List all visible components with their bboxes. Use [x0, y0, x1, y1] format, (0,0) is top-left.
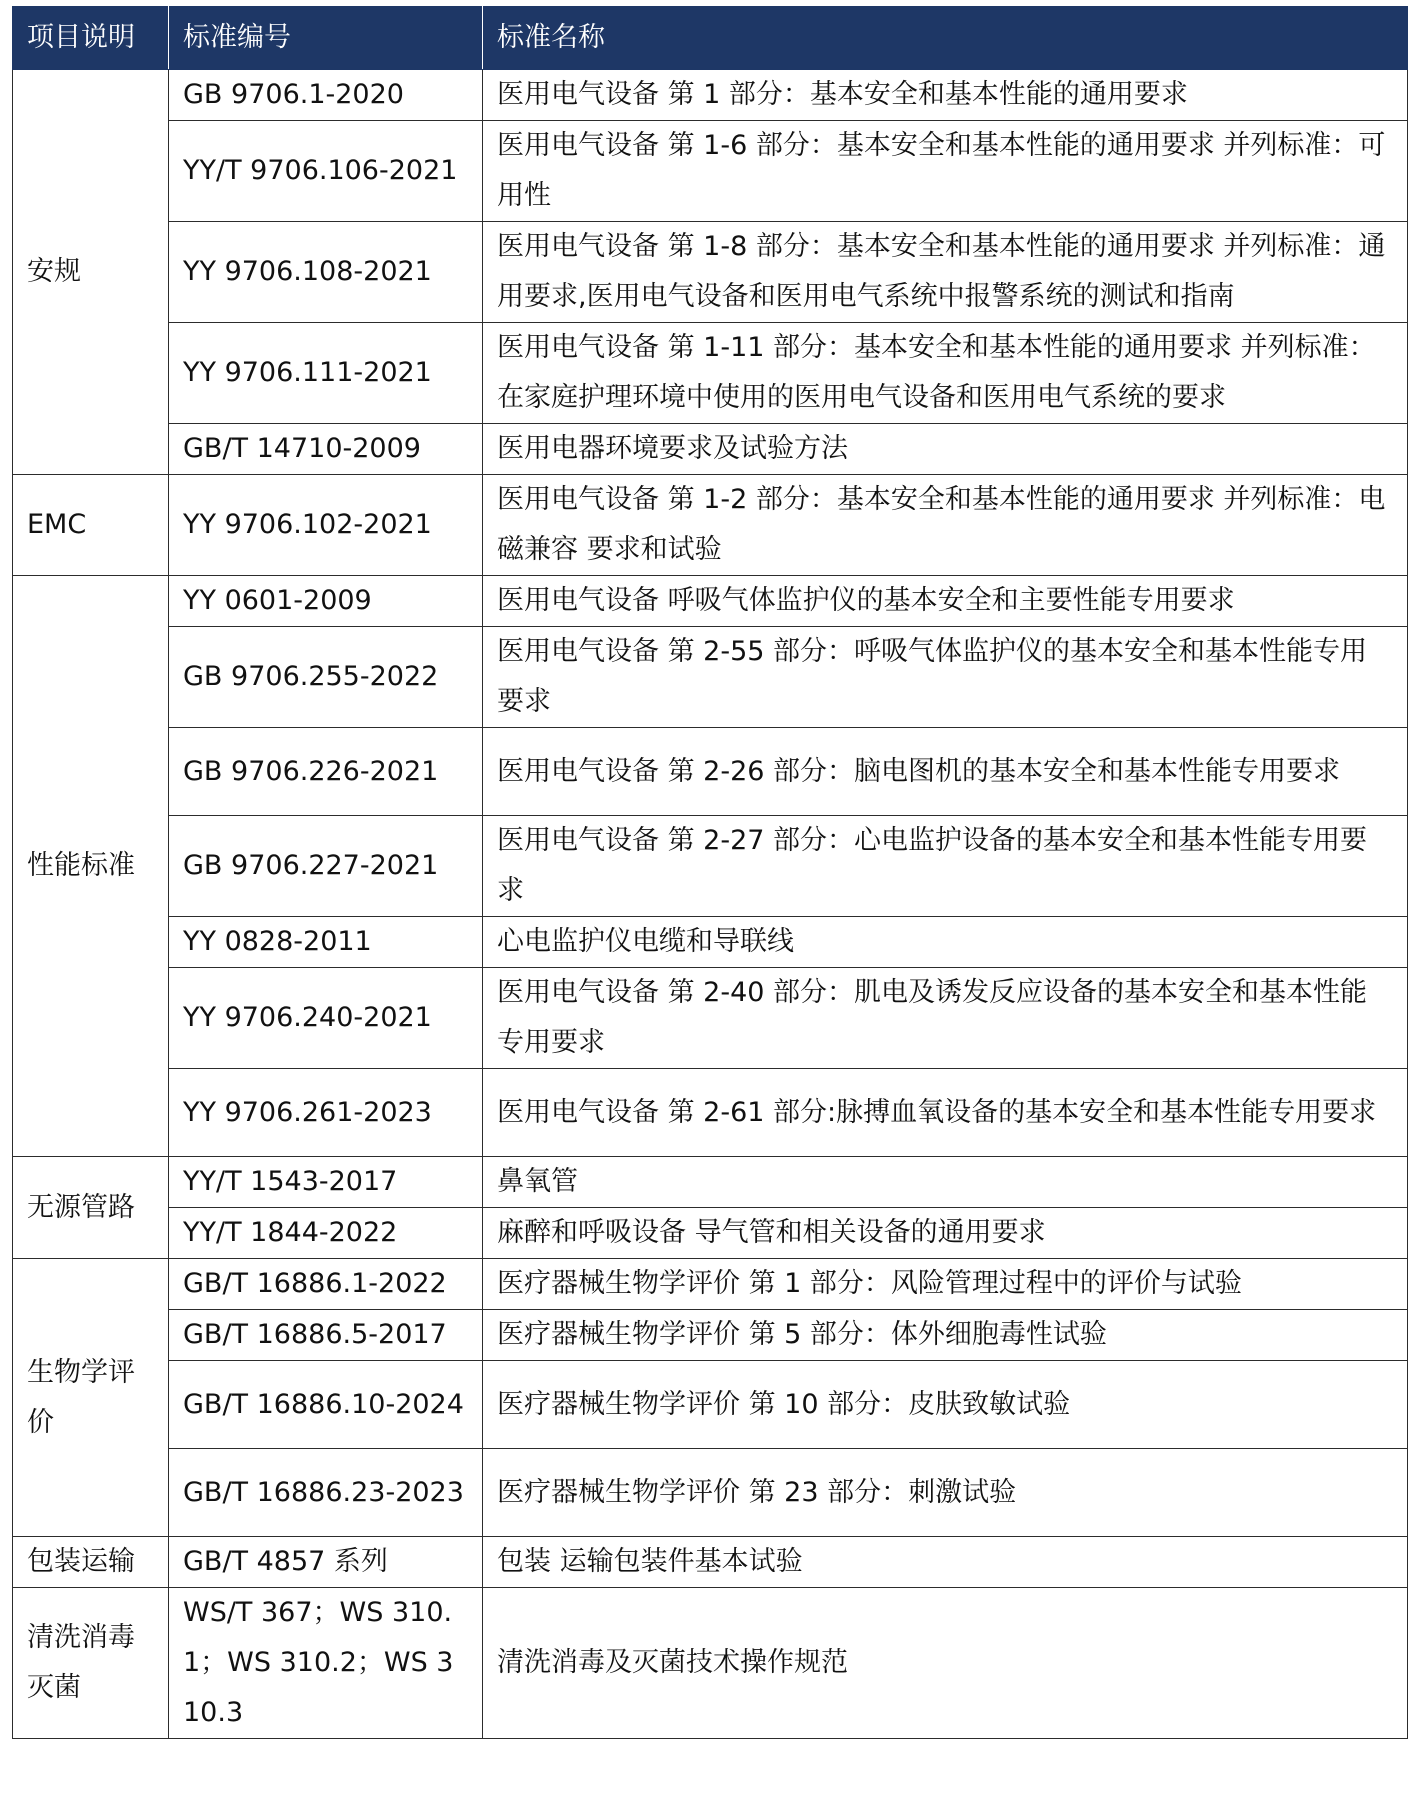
- header-name: 标准名称: [483, 7, 1408, 70]
- name-cell: 鼻氧管: [483, 1157, 1408, 1208]
- code-cell: GB 9706.226-2021: [169, 728, 483, 816]
- table-row: [13, 222, 1408, 323]
- name-cell: 医用电气设备 第 1 部分：基本安全和基本性能的通用要求: [483, 70, 1408, 121]
- table-row: [13, 1208, 1408, 1259]
- name-cell: 医用电气设备 第 2-26 部分：脑电图机的基本安全和基本性能专用要求: [483, 728, 1408, 816]
- name-cell: 麻醉和呼吸设备 导气管和相关设备的通用要求: [483, 1208, 1408, 1259]
- code-cell: YY 0828-2011: [169, 917, 483, 968]
- name-cell: 医疗器械生物学评价 第 5 部分：体外细胞毒性试验: [483, 1310, 1408, 1361]
- code-cell: GB 9706.227-2021: [169, 816, 483, 917]
- code-cell: YY 0601-2009: [169, 576, 483, 627]
- code-cell: YY 9706.108-2021: [169, 222, 483, 323]
- code-cell: YY/T 9706.106-2021: [169, 121, 483, 222]
- name-cell: 心电监护仪电缆和导联线: [483, 917, 1408, 968]
- standards-table: [12, 6, 1408, 1739]
- table-row: [13, 1259, 1408, 1310]
- table-row: [13, 917, 1408, 968]
- table-row: [13, 627, 1408, 728]
- code-cell: GB/T 16886.1-2022: [169, 1259, 483, 1310]
- name-cell: 医用电气设备 第 1-2 部分：基本安全和基本性能的通用要求 并列标准：电磁兼容 要求和试验: [483, 475, 1408, 576]
- category-cell: 生物学评价: [13, 1259, 169, 1537]
- table-row: [13, 70, 1408, 121]
- code-cell: YY 9706.261-2023: [169, 1069, 483, 1157]
- table-row: [13, 1449, 1408, 1537]
- category-cell: 性能标准: [13, 576, 169, 1157]
- table-row: [13, 475, 1408, 576]
- code-cell: YY/T 1543-2017: [169, 1157, 483, 1208]
- category-cell: 清洗消毒灭菌: [13, 1588, 169, 1739]
- name-cell: 医疗器械生物学评价 第 23 部分：刺激试验: [483, 1449, 1408, 1537]
- table-row: [13, 1069, 1408, 1157]
- name-cell: 医疗器械生物学评价 第 10 部分：皮肤致敏试验: [483, 1361, 1408, 1449]
- table-row: [13, 323, 1408, 424]
- name-cell: 医用电气设备 第 2-55 部分：呼吸气体监护仪的基本安全和基本性能专用要求: [483, 627, 1408, 728]
- name-cell: 医用电器环境要求及试验方法: [483, 424, 1408, 475]
- name-cell: 包装 运输包装件基本试验: [483, 1537, 1408, 1588]
- name-cell: 医用电气设备 第 1-8 部分：基本安全和基本性能的通用要求 并列标准：通用要求,医用电气设备和医用电气系统中报警系统的测试和指南: [483, 222, 1408, 323]
- name-cell: 清洗消毒及灭菌技术操作规范: [483, 1588, 1408, 1739]
- table-row: [13, 1310, 1408, 1361]
- code-cell: GB 9706.1-2020: [169, 70, 483, 121]
- code-cell: GB/T 16886.23-2023: [169, 1449, 483, 1537]
- table-row: [13, 728, 1408, 816]
- code-cell: GB/T 14710-2009: [169, 424, 483, 475]
- category-cell: 无源管路: [13, 1157, 169, 1259]
- category-cell: 安规: [13, 70, 169, 475]
- name-cell: 医用电气设备 第 1-6 部分：基本安全和基本性能的通用要求 并列标准：可用性: [483, 121, 1408, 222]
- code-cell: YY 9706.102-2021: [169, 475, 483, 576]
- category-cell: 包装运输: [13, 1537, 169, 1588]
- table-row: [13, 1588, 1408, 1739]
- code-cell: YY 9706.111-2021: [169, 323, 483, 424]
- code-cell: GB/T 16886.5-2017: [169, 1310, 483, 1361]
- code-cell: GB/T 16886.10-2024: [169, 1361, 483, 1449]
- header-category: 项目说明: [13, 7, 169, 70]
- table-row: [13, 121, 1408, 222]
- name-cell: 医用电气设备 呼吸气体监护仪的基本安全和主要性能专用要求: [483, 576, 1408, 627]
- header-row: [13, 7, 1408, 70]
- table-row: [13, 968, 1408, 1069]
- name-cell: 医疗器械生物学评价 第 1 部分：风险管理过程中的评价与试验: [483, 1259, 1408, 1310]
- header-code: 标准编号: [169, 7, 483, 70]
- code-cell: GB 9706.255-2022: [169, 627, 483, 728]
- name-cell: 医用电气设备 第 2-40 部分：肌电及诱发反应设备的基本安全和基本性能专用要求: [483, 968, 1408, 1069]
- table-row: [13, 1361, 1408, 1449]
- table-row: [13, 576, 1408, 627]
- table-row: [13, 424, 1408, 475]
- table-row: [13, 1157, 1408, 1208]
- code-cell: YY 9706.240-2021: [169, 968, 483, 1069]
- code-cell: WS/T 367；WS 310.1；WS 310.2；WS 310.3: [169, 1588, 483, 1739]
- name-cell: 医用电气设备 第 1-11 部分：基本安全和基本性能的通用要求 并列标准：在家庭护理环境中使用的医用电气设备和医用电气系统的要求: [483, 323, 1408, 424]
- category-cell: EMC: [13, 475, 169, 576]
- code-cell: GB/T 4857 系列: [169, 1537, 483, 1588]
- table-row: [13, 816, 1408, 917]
- name-cell: 医用电气设备 第 2-61 部分:脉搏血氧设备的基本安全和基本性能专用要求: [483, 1069, 1408, 1157]
- table-row: [13, 1537, 1408, 1588]
- name-cell: 医用电气设备 第 2-27 部分：心电监护设备的基本安全和基本性能专用要求: [483, 816, 1408, 917]
- code-cell: YY/T 1844-2022: [169, 1208, 483, 1259]
